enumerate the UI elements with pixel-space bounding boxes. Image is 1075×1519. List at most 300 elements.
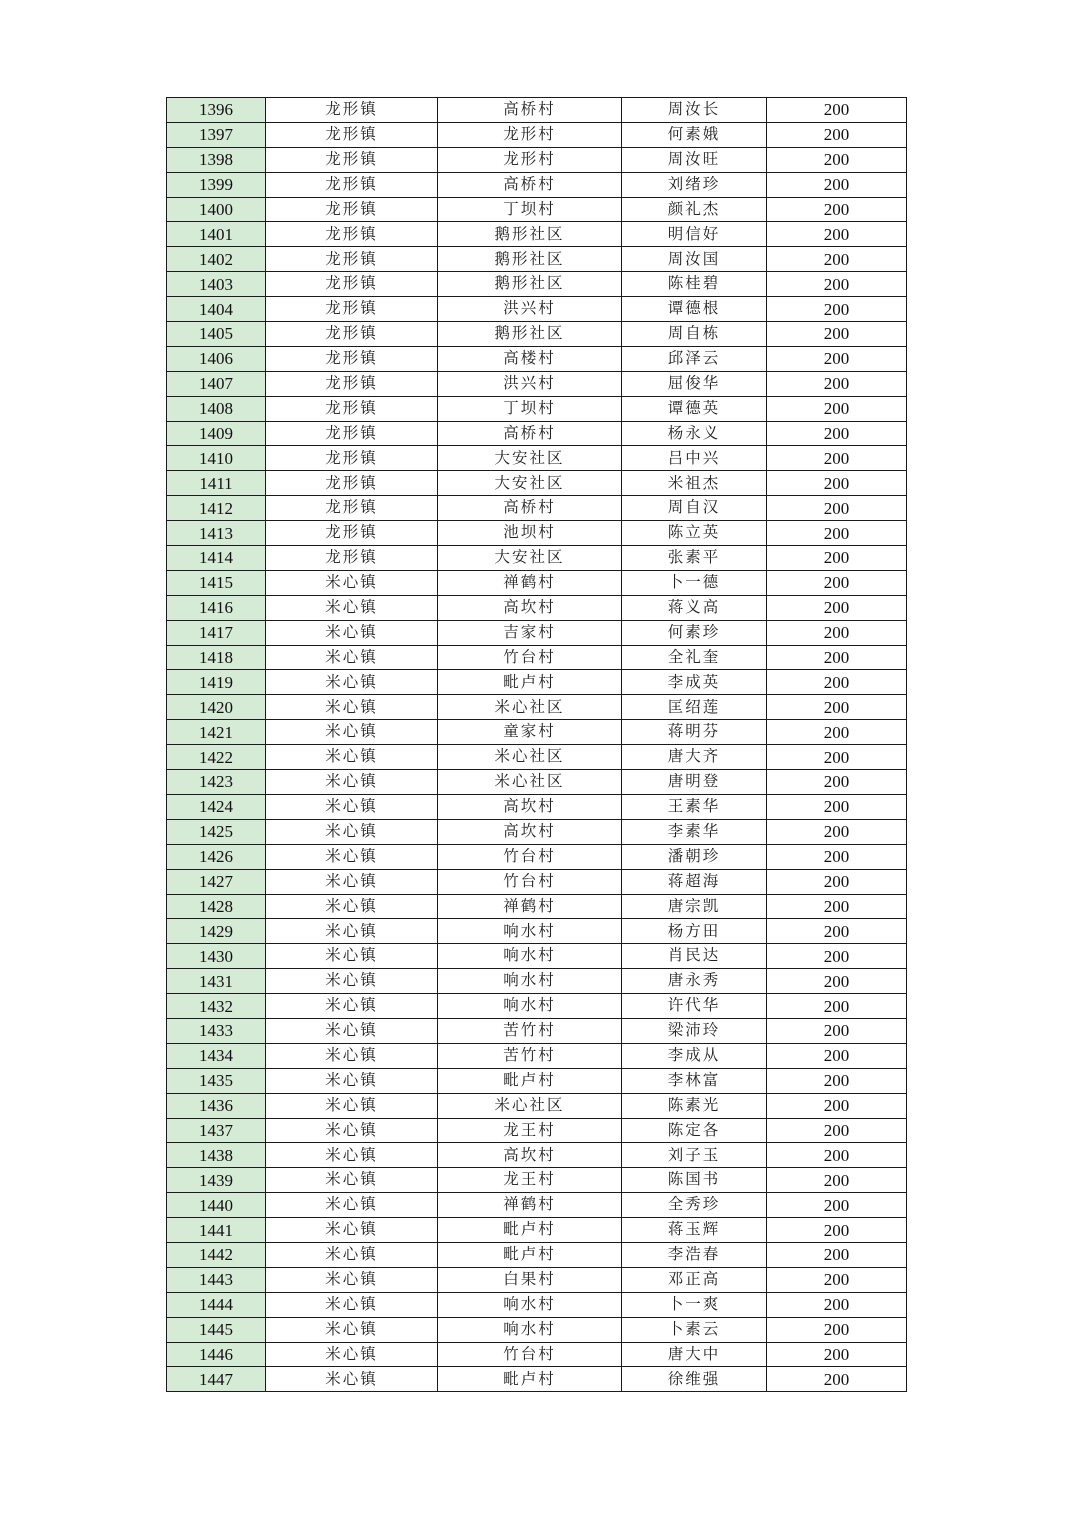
table-row bbox=[167, 1242, 907, 1267]
person-name-cell: 颜礼杰 bbox=[622, 197, 767, 222]
amount-cell: 200 bbox=[767, 1143, 907, 1168]
table-row bbox=[167, 745, 907, 770]
village-cell: 毗卢村 bbox=[438, 1242, 622, 1267]
town-cell: 米心镇 bbox=[266, 620, 438, 645]
amount-cell: 200 bbox=[767, 197, 907, 222]
table-row bbox=[167, 172, 907, 197]
village-cell: 米心社区 bbox=[438, 770, 622, 795]
person-name-cell: 明信好 bbox=[622, 222, 767, 247]
town-cell: 米心镇 bbox=[266, 794, 438, 819]
table-row bbox=[167, 147, 907, 172]
village-cell: 池坝村 bbox=[438, 521, 622, 546]
table-row bbox=[167, 272, 907, 297]
amount-cell: 200 bbox=[767, 620, 907, 645]
amount-cell: 200 bbox=[767, 471, 907, 496]
table-row bbox=[167, 1292, 907, 1317]
serial-number-cell: 1415 bbox=[167, 570, 266, 595]
table-row bbox=[167, 994, 907, 1019]
village-cell: 响水村 bbox=[438, 919, 622, 944]
village-cell: 竹台村 bbox=[438, 1342, 622, 1367]
town-cell: 龙形镇 bbox=[266, 446, 438, 471]
village-cell: 鹅形社区 bbox=[438, 222, 622, 247]
town-cell: 米心镇 bbox=[266, 1068, 438, 1093]
amount-cell: 200 bbox=[767, 98, 907, 123]
town-cell: 龙形镇 bbox=[266, 346, 438, 371]
amount-cell: 200 bbox=[767, 546, 907, 571]
serial-number-cell: 1431 bbox=[167, 969, 266, 994]
amount-cell: 200 bbox=[767, 770, 907, 795]
serial-number-cell: 1438 bbox=[167, 1143, 266, 1168]
village-cell: 洪兴村 bbox=[438, 297, 622, 322]
serial-number-cell: 1397 bbox=[167, 122, 266, 147]
person-name-cell: 周汝旺 bbox=[622, 147, 767, 172]
serial-number-cell: 1417 bbox=[167, 620, 266, 645]
amount-cell: 200 bbox=[767, 147, 907, 172]
person-name-cell: 卜一德 bbox=[622, 570, 767, 595]
town-cell: 龙形镇 bbox=[266, 521, 438, 546]
table-row bbox=[167, 322, 907, 347]
serial-number-cell: 1410 bbox=[167, 446, 266, 471]
town-cell: 米心镇 bbox=[266, 844, 438, 869]
person-name-cell: 李成从 bbox=[622, 1043, 767, 1068]
village-cell: 响水村 bbox=[438, 1292, 622, 1317]
village-cell: 禅鹤村 bbox=[438, 894, 622, 919]
town-cell: 米心镇 bbox=[266, 1018, 438, 1043]
town-cell: 米心镇 bbox=[266, 1118, 438, 1143]
amount-cell: 200 bbox=[767, 496, 907, 521]
person-name-cell: 肖民达 bbox=[622, 944, 767, 969]
person-name-cell: 唐明登 bbox=[622, 770, 767, 795]
serial-number-cell: 1405 bbox=[167, 322, 266, 347]
town-cell: 龙形镇 bbox=[266, 546, 438, 571]
amount-cell: 200 bbox=[767, 994, 907, 1019]
serial-number-cell: 1420 bbox=[167, 695, 266, 720]
serial-number-cell: 1432 bbox=[167, 994, 266, 1019]
village-cell: 高桥村 bbox=[438, 172, 622, 197]
person-name-cell: 唐大齐 bbox=[622, 745, 767, 770]
village-cell: 丁坝村 bbox=[438, 396, 622, 421]
village-cell: 高坎村 bbox=[438, 819, 622, 844]
person-name-cell: 唐永秀 bbox=[622, 969, 767, 994]
village-cell: 毗卢村 bbox=[438, 670, 622, 695]
serial-number-cell: 1419 bbox=[167, 670, 266, 695]
amount-cell: 200 bbox=[767, 894, 907, 919]
person-name-cell: 周汝长 bbox=[622, 98, 767, 123]
village-cell: 米心社区 bbox=[438, 695, 622, 720]
amount-cell: 200 bbox=[767, 869, 907, 894]
roster-table-wrapper bbox=[166, 97, 907, 1392]
village-cell: 龙形村 bbox=[438, 122, 622, 147]
village-cell: 响水村 bbox=[438, 944, 622, 969]
person-name-cell: 刘绪珍 bbox=[622, 172, 767, 197]
table-row bbox=[167, 695, 907, 720]
serial-number-cell: 1428 bbox=[167, 894, 266, 919]
serial-number-cell: 1412 bbox=[167, 496, 266, 521]
village-cell: 高桥村 bbox=[438, 98, 622, 123]
roster-table-body bbox=[167, 98, 907, 1392]
town-cell: 米心镇 bbox=[266, 570, 438, 595]
amount-cell: 200 bbox=[767, 122, 907, 147]
serial-number-cell: 1406 bbox=[167, 346, 266, 371]
serial-number-cell: 1413 bbox=[167, 521, 266, 546]
town-cell: 米心镇 bbox=[266, 670, 438, 695]
town-cell: 龙形镇 bbox=[266, 98, 438, 123]
table-row bbox=[167, 720, 907, 745]
town-cell: 龙形镇 bbox=[266, 222, 438, 247]
town-cell: 龙形镇 bbox=[266, 322, 438, 347]
town-cell: 龙形镇 bbox=[266, 172, 438, 197]
village-cell: 高坎村 bbox=[438, 595, 622, 620]
table-row bbox=[167, 521, 907, 546]
person-name-cell: 匡绍莲 bbox=[622, 695, 767, 720]
village-cell: 禅鹤村 bbox=[438, 1193, 622, 1218]
town-cell: 龙形镇 bbox=[266, 371, 438, 396]
amount-cell: 200 bbox=[767, 1193, 907, 1218]
serial-number-cell: 1437 bbox=[167, 1118, 266, 1143]
village-cell: 丁坝村 bbox=[438, 197, 622, 222]
amount-cell: 200 bbox=[767, 670, 907, 695]
person-name-cell: 张素平 bbox=[622, 546, 767, 571]
town-cell: 龙形镇 bbox=[266, 272, 438, 297]
serial-number-cell: 1416 bbox=[167, 595, 266, 620]
village-cell: 大安社区 bbox=[438, 546, 622, 571]
table-row bbox=[167, 1218, 907, 1243]
person-name-cell: 蒋明芬 bbox=[622, 720, 767, 745]
person-name-cell: 陈定各 bbox=[622, 1118, 767, 1143]
village-cell: 吉家村 bbox=[438, 620, 622, 645]
amount-cell: 200 bbox=[767, 371, 907, 396]
village-cell: 竹台村 bbox=[438, 645, 622, 670]
serial-number-cell: 1423 bbox=[167, 770, 266, 795]
serial-number-cell: 1404 bbox=[167, 297, 266, 322]
village-cell: 毗卢村 bbox=[438, 1068, 622, 1093]
village-cell: 禅鹤村 bbox=[438, 570, 622, 595]
serial-number-cell: 1425 bbox=[167, 819, 266, 844]
serial-number-cell: 1433 bbox=[167, 1018, 266, 1043]
person-name-cell: 全秀珍 bbox=[622, 1193, 767, 1218]
village-cell: 米心社区 bbox=[438, 745, 622, 770]
town-cell: 米心镇 bbox=[266, 969, 438, 994]
person-name-cell: 卜素云 bbox=[622, 1317, 767, 1342]
village-cell: 米心社区 bbox=[438, 1093, 622, 1118]
person-name-cell: 陈立英 bbox=[622, 521, 767, 546]
serial-number-cell: 1409 bbox=[167, 421, 266, 446]
amount-cell: 200 bbox=[767, 570, 907, 595]
table-row bbox=[167, 794, 907, 819]
town-cell: 米心镇 bbox=[266, 894, 438, 919]
village-cell: 竹台村 bbox=[438, 869, 622, 894]
town-cell: 米心镇 bbox=[266, 919, 438, 944]
village-cell: 毗卢村 bbox=[438, 1218, 622, 1243]
amount-cell: 200 bbox=[767, 1267, 907, 1292]
town-cell: 米心镇 bbox=[266, 994, 438, 1019]
serial-number-cell: 1427 bbox=[167, 869, 266, 894]
amount-cell: 200 bbox=[767, 1168, 907, 1193]
amount-cell: 200 bbox=[767, 1043, 907, 1068]
amount-cell: 200 bbox=[767, 297, 907, 322]
town-cell: 米心镇 bbox=[266, 1367, 438, 1392]
town-cell: 米心镇 bbox=[266, 1218, 438, 1243]
table-row bbox=[167, 1018, 907, 1043]
amount-cell: 200 bbox=[767, 446, 907, 471]
amount-cell: 200 bbox=[767, 521, 907, 546]
table-row bbox=[167, 1168, 907, 1193]
table-row bbox=[167, 546, 907, 571]
serial-number-cell: 1436 bbox=[167, 1093, 266, 1118]
serial-number-cell: 1421 bbox=[167, 720, 266, 745]
table-row bbox=[167, 496, 907, 521]
amount-cell: 200 bbox=[767, 1218, 907, 1243]
table-row bbox=[167, 819, 907, 844]
serial-number-cell: 1446 bbox=[167, 1342, 266, 1367]
village-cell: 鹅形社区 bbox=[438, 247, 622, 272]
table-row bbox=[167, 1043, 907, 1068]
person-name-cell: 潘朝珍 bbox=[622, 844, 767, 869]
amount-cell: 200 bbox=[767, 645, 907, 670]
village-cell: 高桥村 bbox=[438, 421, 622, 446]
table-row bbox=[167, 1093, 907, 1118]
serial-number-cell: 1400 bbox=[167, 197, 266, 222]
village-cell: 大安社区 bbox=[438, 446, 622, 471]
town-cell: 米心镇 bbox=[266, 1043, 438, 1068]
table-row bbox=[167, 645, 907, 670]
town-cell: 米心镇 bbox=[266, 1292, 438, 1317]
village-cell: 龙形村 bbox=[438, 147, 622, 172]
town-cell: 龙形镇 bbox=[266, 147, 438, 172]
town-cell: 米心镇 bbox=[266, 770, 438, 795]
table-row bbox=[167, 944, 907, 969]
amount-cell: 200 bbox=[767, 919, 907, 944]
serial-number-cell: 1424 bbox=[167, 794, 266, 819]
town-cell: 米心镇 bbox=[266, 1093, 438, 1118]
village-cell: 白果村 bbox=[438, 1267, 622, 1292]
serial-number-cell: 1445 bbox=[167, 1317, 266, 1342]
amount-cell: 200 bbox=[767, 1292, 907, 1317]
serial-number-cell: 1440 bbox=[167, 1193, 266, 1218]
person-name-cell: 李林富 bbox=[622, 1068, 767, 1093]
table-row bbox=[167, 396, 907, 421]
amount-cell: 200 bbox=[767, 172, 907, 197]
serial-number-cell: 1441 bbox=[167, 1218, 266, 1243]
serial-number-cell: 1418 bbox=[167, 645, 266, 670]
table-row bbox=[167, 98, 907, 123]
roster-table bbox=[166, 97, 907, 1392]
person-name-cell: 邓正高 bbox=[622, 1267, 767, 1292]
village-cell: 苦竹村 bbox=[438, 1043, 622, 1068]
amount-cell: 200 bbox=[767, 396, 907, 421]
person-name-cell: 蒋超海 bbox=[622, 869, 767, 894]
town-cell: 龙形镇 bbox=[266, 421, 438, 446]
amount-cell: 200 bbox=[767, 1367, 907, 1392]
table-row bbox=[167, 247, 907, 272]
person-name-cell: 邱泽云 bbox=[622, 346, 767, 371]
serial-number-cell: 1411 bbox=[167, 471, 266, 496]
amount-cell: 200 bbox=[767, 1068, 907, 1093]
serial-number-cell: 1396 bbox=[167, 98, 266, 123]
town-cell: 米心镇 bbox=[266, 1168, 438, 1193]
town-cell: 米心镇 bbox=[266, 819, 438, 844]
person-name-cell: 陈国书 bbox=[622, 1168, 767, 1193]
village-cell: 竹台村 bbox=[438, 844, 622, 869]
serial-number-cell: 1403 bbox=[167, 272, 266, 297]
person-name-cell: 陈桂碧 bbox=[622, 272, 767, 297]
serial-number-cell: 1398 bbox=[167, 147, 266, 172]
town-cell: 龙形镇 bbox=[266, 197, 438, 222]
village-cell: 大安社区 bbox=[438, 471, 622, 496]
town-cell: 米心镇 bbox=[266, 1143, 438, 1168]
table-row bbox=[167, 770, 907, 795]
town-cell: 米心镇 bbox=[266, 1242, 438, 1267]
village-cell: 鹅形社区 bbox=[438, 322, 622, 347]
table-row bbox=[167, 446, 907, 471]
person-name-cell: 刘子玉 bbox=[622, 1143, 767, 1168]
serial-number-cell: 1408 bbox=[167, 396, 266, 421]
table-row bbox=[167, 919, 907, 944]
amount-cell: 200 bbox=[767, 322, 907, 347]
amount-cell: 200 bbox=[767, 695, 907, 720]
village-cell: 高坎村 bbox=[438, 1143, 622, 1168]
table-row bbox=[167, 1367, 907, 1392]
amount-cell: 200 bbox=[767, 1018, 907, 1043]
village-cell: 高楼村 bbox=[438, 346, 622, 371]
town-cell: 龙形镇 bbox=[266, 247, 438, 272]
table-row bbox=[167, 1317, 907, 1342]
town-cell: 米心镇 bbox=[266, 1317, 438, 1342]
table-row bbox=[167, 1267, 907, 1292]
serial-number-cell: 1414 bbox=[167, 546, 266, 571]
village-cell: 响水村 bbox=[438, 994, 622, 1019]
person-name-cell: 屈俊华 bbox=[622, 371, 767, 396]
serial-number-cell: 1447 bbox=[167, 1367, 266, 1392]
serial-number-cell: 1426 bbox=[167, 844, 266, 869]
village-cell: 苦竹村 bbox=[438, 1018, 622, 1043]
amount-cell: 200 bbox=[767, 969, 907, 994]
village-cell: 响水村 bbox=[438, 1317, 622, 1342]
person-name-cell: 蒋义高 bbox=[622, 595, 767, 620]
person-name-cell: 谭德根 bbox=[622, 297, 767, 322]
town-cell: 龙形镇 bbox=[266, 297, 438, 322]
amount-cell: 200 bbox=[767, 222, 907, 247]
village-cell: 鹅形社区 bbox=[438, 272, 622, 297]
town-cell: 米心镇 bbox=[266, 1193, 438, 1218]
amount-cell: 200 bbox=[767, 346, 907, 371]
village-cell: 毗卢村 bbox=[438, 1367, 622, 1392]
serial-number-cell: 1444 bbox=[167, 1292, 266, 1317]
town-cell: 米心镇 bbox=[266, 944, 438, 969]
table-row bbox=[167, 1068, 907, 1093]
table-row bbox=[167, 346, 907, 371]
table-row bbox=[167, 620, 907, 645]
amount-cell: 200 bbox=[767, 1317, 907, 1342]
town-cell: 米心镇 bbox=[266, 1342, 438, 1367]
amount-cell: 200 bbox=[767, 944, 907, 969]
town-cell: 米心镇 bbox=[266, 1267, 438, 1292]
village-cell: 龙王村 bbox=[438, 1168, 622, 1193]
village-cell: 响水村 bbox=[438, 969, 622, 994]
amount-cell: 200 bbox=[767, 272, 907, 297]
town-cell: 龙形镇 bbox=[266, 122, 438, 147]
amount-cell: 200 bbox=[767, 1242, 907, 1267]
serial-number-cell: 1439 bbox=[167, 1168, 266, 1193]
person-name-cell: 米祖杰 bbox=[622, 471, 767, 496]
amount-cell: 200 bbox=[767, 1093, 907, 1118]
serial-number-cell: 1430 bbox=[167, 944, 266, 969]
person-name-cell: 周汝国 bbox=[622, 247, 767, 272]
village-cell: 高坎村 bbox=[438, 794, 622, 819]
table-row bbox=[167, 570, 907, 595]
town-cell: 米心镇 bbox=[266, 869, 438, 894]
village-cell: 洪兴村 bbox=[438, 371, 622, 396]
person-name-cell: 蒋玉辉 bbox=[622, 1218, 767, 1243]
person-name-cell: 王素华 bbox=[622, 794, 767, 819]
person-name-cell: 唐宗凯 bbox=[622, 894, 767, 919]
town-cell: 米心镇 bbox=[266, 720, 438, 745]
person-name-cell: 唐大中 bbox=[622, 1342, 767, 1367]
person-name-cell: 吕中兴 bbox=[622, 446, 767, 471]
table-row bbox=[167, 122, 907, 147]
serial-number-cell: 1442 bbox=[167, 1242, 266, 1267]
town-cell: 米心镇 bbox=[266, 745, 438, 770]
person-name-cell: 何素珍 bbox=[622, 620, 767, 645]
serial-number-cell: 1407 bbox=[167, 371, 266, 396]
table-row bbox=[167, 1342, 907, 1367]
town-cell: 龙形镇 bbox=[266, 396, 438, 421]
table-row bbox=[167, 421, 907, 446]
table-row bbox=[167, 869, 907, 894]
town-cell: 米心镇 bbox=[266, 595, 438, 620]
table-row bbox=[167, 1143, 907, 1168]
town-cell: 米心镇 bbox=[266, 645, 438, 670]
table-row bbox=[167, 471, 907, 496]
person-name-cell: 卜一爽 bbox=[622, 1292, 767, 1317]
amount-cell: 200 bbox=[767, 1118, 907, 1143]
table-row bbox=[167, 222, 907, 247]
table-row bbox=[167, 969, 907, 994]
serial-number-cell: 1443 bbox=[167, 1267, 266, 1292]
town-cell: 龙形镇 bbox=[266, 471, 438, 496]
table-row bbox=[167, 297, 907, 322]
person-name-cell: 徐维强 bbox=[622, 1367, 767, 1392]
town-cell: 龙形镇 bbox=[266, 496, 438, 521]
serial-number-cell: 1422 bbox=[167, 745, 266, 770]
person-name-cell: 陈素光 bbox=[622, 1093, 767, 1118]
serial-number-cell: 1435 bbox=[167, 1068, 266, 1093]
person-name-cell: 李成英 bbox=[622, 670, 767, 695]
person-name-cell: 全礼奎 bbox=[622, 645, 767, 670]
town-cell: 米心镇 bbox=[266, 695, 438, 720]
table-row bbox=[167, 595, 907, 620]
amount-cell: 200 bbox=[767, 819, 907, 844]
table-row bbox=[167, 1193, 907, 1218]
village-cell: 龙王村 bbox=[438, 1118, 622, 1143]
table-row bbox=[167, 844, 907, 869]
person-name-cell: 梁沛玲 bbox=[622, 1018, 767, 1043]
amount-cell: 200 bbox=[767, 421, 907, 446]
table-row bbox=[167, 1118, 907, 1143]
amount-cell: 200 bbox=[767, 745, 907, 770]
serial-number-cell: 1434 bbox=[167, 1043, 266, 1068]
table-row bbox=[167, 371, 907, 396]
table-row bbox=[167, 197, 907, 222]
person-name-cell: 谭德英 bbox=[622, 396, 767, 421]
serial-number-cell: 1402 bbox=[167, 247, 266, 272]
person-name-cell: 许代华 bbox=[622, 994, 767, 1019]
table-row bbox=[167, 670, 907, 695]
person-name-cell: 何素娥 bbox=[622, 122, 767, 147]
serial-number-cell: 1399 bbox=[167, 172, 266, 197]
person-name-cell: 周自栋 bbox=[622, 322, 767, 347]
person-name-cell: 李浩春 bbox=[622, 1242, 767, 1267]
